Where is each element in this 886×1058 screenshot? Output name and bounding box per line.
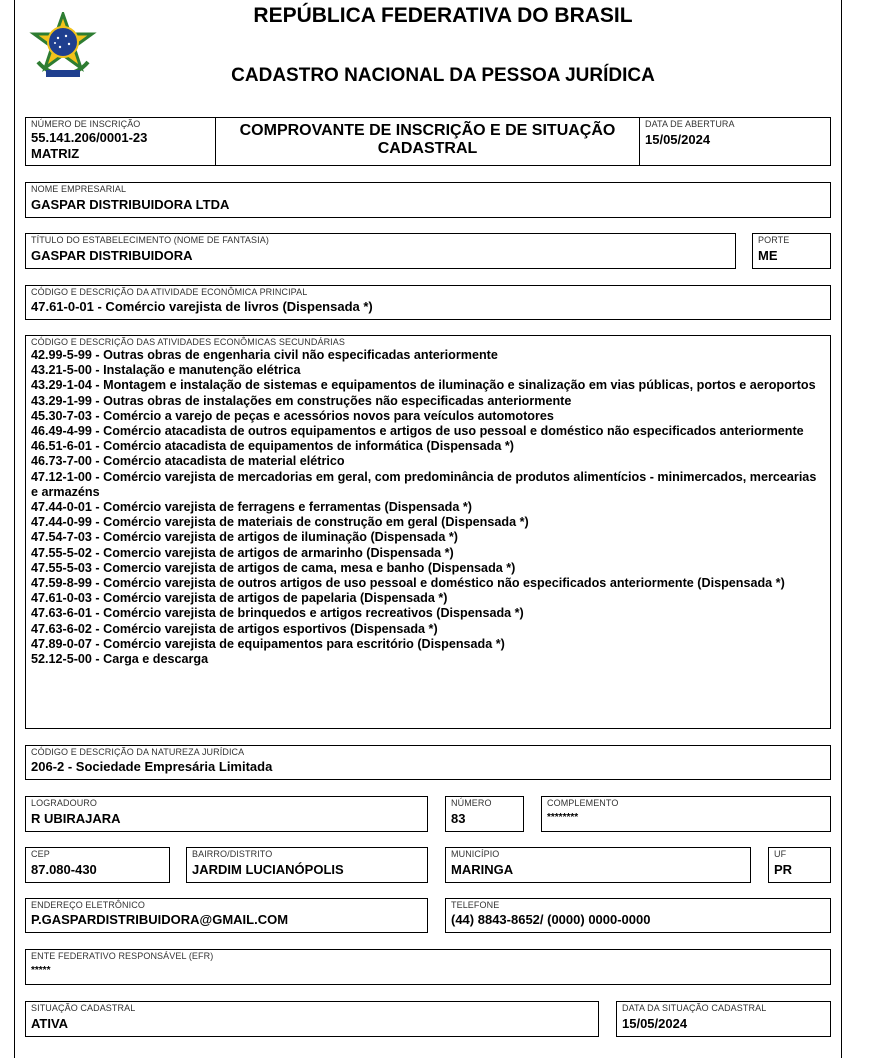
atividade-principal-label: CÓDIGO E DESCRIÇÃO DA ATIVIDADE ECONÔMICA PRINCIPAL <box>31 287 308 297</box>
list-item: 52.12-5-00 - Carga e descarga <box>31 652 209 667</box>
nome-empresarial-value: GASPAR DISTRIBUIDORA LTDA <box>31 197 230 212</box>
atividades-secundarias-box <box>25 335 831 729</box>
logradouro-label: LOGRADOURO <box>31 798 98 808</box>
logradouro-box <box>25 796 428 832</box>
list-item: 47.44-0-99 - Comércio varejista de materiais de construção em geral (Dispensada *) <box>31 515 529 530</box>
cep-value: 87.080-430 <box>31 862 97 877</box>
inscricao-label: NÚMERO DE INSCRIÇÃO <box>31 119 141 129</box>
cep-label: CEP <box>31 849 50 859</box>
situacao-box <box>25 1001 599 1037</box>
municipio-box <box>445 847 751 883</box>
efr-label: ENTE FEDERATIVO RESPONSÁVEL (EFR) <box>31 951 214 961</box>
inscricao-type: MATRIZ <box>31 146 80 161</box>
situacao-value: ATIVA <box>31 1016 69 1031</box>
titulo-value: GASPAR DISTRIBUIDORA <box>31 248 193 263</box>
telefone-value: (44) 8843-8652/ (0000) 0000-0000 <box>451 912 651 927</box>
list-item: 47.63-6-01 - Comércio varejista de brinquedos e artigos recreativos (Dispensada *) <box>31 606 524 621</box>
numero-value: 83 <box>451 811 466 826</box>
list-item: 43.21-5-00 - Instalação e manutenção elétrica <box>31 363 301 378</box>
list-item: 46.51-6-01 - Comércio atacadista de equipamentos de informática (Dispensada *) <box>31 439 514 454</box>
complemento-value: ******** <box>547 812 579 823</box>
atividade-principal-box <box>25 285 831 320</box>
titulo-label: TÍTULO DO ESTABELECIMENTO (NOME DE FANTASIA) <box>31 235 269 245</box>
email-box <box>25 898 428 933</box>
atividade-principal-value: 47.61-0-01 - Comércio varejista de livros (Dispensada *) <box>31 299 373 314</box>
country-title: REPÚBLICA FEDERATIVA DO BRASIL <box>253 4 633 27</box>
email-label: ENDEREÇO ELETRÔNICO <box>31 900 145 910</box>
list-item: 43.29-1-99 - Outras obras de instalações em construções não especificadas anteriormente <box>31 393 572 408</box>
list-item: 47.59-8-99 - Comércio varejista de outros artigos de uso pessoal e doméstico não especificados anteriormente (Dispensada *) <box>31 576 785 591</box>
situacao-label: SITUAÇÃO CADASTRAL <box>31 1003 136 1013</box>
bairro-value: JARDIM LUCIANÓPOLIS <box>192 862 344 877</box>
registry-title: CADASTRO NACIONAL DA PESSOA JURÍDICA <box>231 65 655 86</box>
natureza-juridica-box <box>25 745 831 780</box>
uf-value: PR <box>774 862 793 877</box>
abertura-label: DATA DE ABERTURA <box>645 119 735 129</box>
bairro-box <box>186 847 428 883</box>
list-item: 47.54-7-03 - Comércio varejista de artigos de iluminação (Dispensada *) <box>31 530 458 545</box>
nome-empresarial-box <box>25 182 831 218</box>
telefone-label: TELEFONE <box>451 900 500 910</box>
numero-box <box>445 796 524 832</box>
bairro-label: BAIRRO/DISTRITO <box>192 849 273 859</box>
list-item: 46.49-4-99 - Comércio atacadista de outros equipamentos e artigos de uso pessoal e doméstico não especificados anteriormente <box>31 424 804 439</box>
list-item: 45.30-7-03 - Comércio a varejo de peças e acessórios novos para veículos automotores <box>31 408 554 423</box>
data-situacao-label: DATA DA SITUAÇÃO CADASTRAL <box>622 1003 767 1013</box>
telefone-box <box>445 898 831 933</box>
cep-box <box>25 847 170 883</box>
natureza-juridica-label: CÓDIGO E DESCRIÇÃO DA NATUREZA JURÍDICA <box>31 747 245 757</box>
porte-value: ME <box>758 248 778 263</box>
efr-box <box>25 949 831 985</box>
nome-empresarial-label: NOME EMPRESARIAL <box>31 184 127 194</box>
abertura-box <box>639 117 831 166</box>
atividades-secundarias-label: CÓDIGO E DESCRIÇÃO DAS ATIVIDADES ECONÔMICAS SECUNDÁRIAS <box>31 337 345 347</box>
email-value: P.GASPARDISTRIBUIDORA@GMAIL.COM <box>31 912 289 927</box>
data-situacao-value: 15/05/2024 <box>622 1016 688 1031</box>
uf-label: UF <box>774 849 787 859</box>
abertura-value: 15/05/2024 <box>645 132 711 147</box>
numero-label: NÚMERO <box>451 798 492 808</box>
list-item: 47.89-0-07 - Comércio varejista de equipamentos para escritório (Dispensada *) <box>31 636 505 651</box>
complemento-label: COMPLEMENTO <box>547 798 619 808</box>
inscricao-number: 55.141.206/0001-23 <box>31 130 148 145</box>
complemento-box <box>541 796 831 832</box>
list-item: 47.55-5-03 - Comercio varejista de artigos de cama, mesa e banho (Dispensada *) <box>31 560 516 575</box>
uf-box <box>768 847 831 883</box>
comprovante-title: COMPROVANTE DE INSCRIÇÃO E DE SITUAÇÃO CADASTRAL <box>239 122 616 157</box>
atividades-secundarias-list <box>31 348 822 667</box>
inscricao-box <box>25 117 216 166</box>
efr-value: ***** <box>31 965 51 976</box>
list-item: 47.63-6-02 - Comércio varejista de artigos esportivos (Dispensada *) <box>31 621 438 636</box>
list-item: 43.29-1-04 - Montagem e instalação de sistemas e equipamentos de iluminação e sinalização em vias públicas, portos e aeroportos <box>31 378 816 393</box>
data-situacao-box <box>616 1001 831 1037</box>
list-item: 47.44-0-01 - Comércio varejista de ferragens e ferramentas (Dispensada *) <box>31 500 472 515</box>
titulo-box <box>25 233 736 269</box>
porte-box <box>752 233 831 269</box>
list-item: 47.61-0-03 - Comércio varejista de artigos de papelaria (Dispensada *) <box>31 591 448 606</box>
list-item: 47.12-1-00 - Comércio varejista de mercadorias em geral, com predominância de produtos alimentícios - minimercados, mercearias e armazéns <box>31 469 817 499</box>
list-item: 47.55-5-02 - Comercio varejista de artigos de armarinho (Dispensada *) <box>31 545 454 560</box>
list-item: 42.99-5-99 - Outras obras de engenharia civil não especificadas anteriormente <box>31 348 498 362</box>
list-item: 46.73-7-00 - Comércio atacadista de material elétrico <box>31 454 345 469</box>
natureza-juridica-value: 206-2 - Sociedade Empresária Limitada <box>31 759 273 774</box>
porte-label: PORTE <box>758 235 790 245</box>
municipio-label: MUNICÍPIO <box>451 849 500 859</box>
logradouro-value: R UBIRAJARA <box>31 811 121 826</box>
municipio-value: MARINGA <box>451 862 514 877</box>
comprovante-box <box>215 117 640 166</box>
